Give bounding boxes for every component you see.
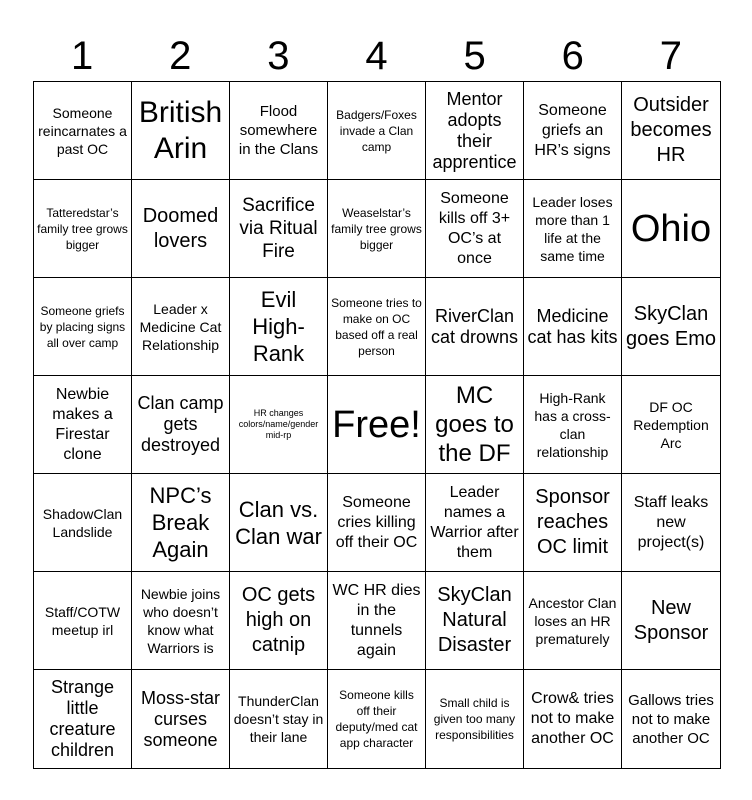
bingo-cell-text: Leader names a Warrior after them (430, 483, 519, 561)
bingo-cell[interactable] (132, 572, 230, 670)
bingo-cell-text: SkyClan Natural Disaster (437, 584, 512, 656)
bingo-cell-text: Crow& tries not to make another OC (530, 690, 615, 747)
bingo-cell[interactable] (524, 278, 622, 376)
bingo-cell-text: Outsider becomes HR (630, 94, 712, 166)
bingo-cell[interactable] (230, 82, 328, 180)
bingo-cell-text: Mentor adopts their apprentice (432, 88, 517, 172)
bingo-cell[interactable] (132, 670, 230, 768)
bingo-cell-text: Someone griefs an HR’s signs (534, 101, 611, 159)
bingo-cell[interactable] (622, 180, 720, 278)
bingo-cell[interactable] (132, 82, 230, 180)
bingo-cell[interactable] (230, 474, 328, 572)
bingo-grid (33, 81, 721, 769)
bingo-cell[interactable] (132, 180, 230, 278)
bingo-cell-text: Newbie joins who doesn’t know what Warriors is (140, 585, 221, 656)
bingo-cell-text: Strange little creature children (49, 677, 116, 760)
bingo-cell-text: DF OC Redemption Arc (633, 398, 709, 451)
bingo-cell-text: Staff leaks new project(s) (633, 493, 709, 551)
bingo-cell-text: MC goes to the DF (435, 382, 514, 467)
bingo-cell[interactable] (230, 572, 328, 670)
bingo-cell[interactable] (524, 474, 622, 572)
bingo-cell-text: British Arin (138, 95, 223, 165)
bingo-cell[interactable] (426, 572, 524, 670)
bingo-cell-text: Clan camp gets destroyed (137, 393, 224, 455)
bingo-cell-text: HR changes colors/name/gender mid-rp (238, 408, 319, 440)
bingo-cell-text: ThunderClan doesn’t stay in their lane (233, 693, 324, 745)
bingo-cell-text: Flood somewhere in the Clans (238, 103, 319, 158)
bingo-cell[interactable] (34, 670, 132, 768)
column-number: 5 (463, 34, 486, 78)
bingo-cell[interactable] (328, 670, 426, 768)
bingo-cell-text: Staff/COTW meetup irl (44, 603, 121, 638)
bingo-cell[interactable] (230, 278, 328, 376)
bingo-cell-text: Leader loses more than 1 life at the same time (532, 193, 613, 264)
column-number: 2 (169, 34, 192, 78)
bingo-cell[interactable] (524, 82, 622, 180)
bingo-cell-text: SkyClan goes Emo (625, 302, 717, 350)
bingo-cell[interactable] (426, 670, 524, 768)
bingo-cell[interactable] (426, 278, 524, 376)
bingo-cell[interactable] (230, 180, 328, 278)
bingo-cell-text: Newbie makes a Firestar clone (52, 385, 113, 463)
bingo-cell-text: NPC’s Break Again (149, 483, 212, 562)
bingo-cell-text: ShadowClan Landslide (42, 505, 123, 540)
bingo-cell[interactable] (132, 376, 230, 474)
bingo-cell-text: Tatteredstar’s family tree grows bigger (37, 205, 128, 252)
bingo-cell-text: Moss-star curses someone (140, 687, 220, 750)
bingo-cell-text: Someone kills off their deputy/med cat app character (335, 688, 418, 750)
bingo-cell[interactable] (34, 376, 132, 474)
bingo-cell[interactable] (622, 376, 720, 474)
bingo-cell-text: OC gets high on catnip (241, 584, 316, 656)
bingo-cell-text: Someone reincarnates a past OC (38, 104, 127, 157)
column-number: 1 (70, 34, 94, 78)
bingo-cell-text: Doomed lovers (142, 204, 219, 252)
bingo-cell[interactable] (328, 180, 426, 278)
bingo-cell[interactable] (230, 670, 328, 768)
bingo-cell-text: New Sponsor (633, 596, 709, 644)
bingo-cell[interactable] (426, 376, 524, 474)
bingo-cell[interactable] (524, 572, 622, 670)
bingo-cell-text: Someone tries to make on OC based off a real person (331, 295, 422, 358)
bingo-cell-text: Sacrifice via Ritual Fire (239, 195, 318, 262)
bingo-cell-text: Badgers/Foxes invade a Clan camp (336, 107, 417, 154)
bingo-cell[interactable] (622, 82, 720, 180)
bingo-cell[interactable] (426, 180, 524, 278)
bingo-cell[interactable] (34, 180, 132, 278)
bingo-cell-text: Ancestor Clan loses an HR prematurely (528, 594, 617, 647)
bingo-cell[interactable] (328, 82, 426, 180)
bingo-cell[interactable] (426, 82, 524, 180)
bingo-cell[interactable] (132, 278, 230, 376)
column-number: 4 (365, 34, 388, 78)
bingo-cell-text: Clan vs. Clan war (235, 496, 322, 549)
bingo-cell-text: RiverClan cat drowns (430, 305, 519, 347)
bingo-cell[interactable] (524, 180, 622, 278)
bingo-cell[interactable] (622, 670, 720, 768)
bingo-cell-text: Someone griefs by placing signs all over camp (39, 303, 126, 350)
bingo-cell[interactable] (524, 376, 622, 474)
bingo-cell-text: Small child is given too many responsibilities (433, 696, 516, 742)
column-number-header (33, 30, 720, 82)
bingo-cell-text: Leader x Medicine Cat Relationship (139, 300, 222, 353)
bingo-cell-text: Medicine cat has kits (527, 305, 618, 347)
bingo-cell[interactable] (328, 572, 426, 670)
bingo-cell[interactable] (34, 278, 132, 376)
bingo-cell[interactable] (34, 572, 132, 670)
bingo-cell[interactable] (328, 278, 426, 376)
column-number: 7 (659, 34, 682, 78)
bingo-cell[interactable] (328, 376, 426, 474)
bingo-cell[interactable] (622, 278, 720, 376)
bingo-cell-text: Ohio (630, 207, 712, 250)
column-number: 3 (267, 34, 290, 78)
bingo-cell[interactable] (34, 474, 132, 572)
bingo-cell[interactable] (426, 474, 524, 572)
bingo-cell-text: Weaselstar’s family tree grows bigger (331, 205, 422, 252)
bingo-cell-text: Sponsor reaches OC limit (535, 486, 610, 558)
bingo-cell[interactable] (328, 474, 426, 572)
bingo-cell[interactable] (132, 474, 230, 572)
bingo-cell-text: WC HR dies in the tunnels again (332, 581, 421, 659)
bingo-cell-text: Gallows tries not to make another OC (628, 691, 714, 747)
column-number: 6 (561, 34, 584, 78)
bingo-cell-text: Someone kills off 3+ OC’s at once (438, 189, 511, 267)
bingo-cell-text: High-Rank has a cross-clan relationship (534, 389, 611, 460)
bingo-cell-text: Evil High-Rank (252, 287, 305, 366)
bingo-cell[interactable] (622, 474, 720, 572)
bingo-cell[interactable] (230, 376, 328, 474)
free-space-text: Free! (332, 403, 421, 446)
bingo-cell[interactable] (524, 670, 622, 768)
bingo-cell[interactable] (34, 82, 132, 180)
bingo-cell-text: Someone cries killing off their OC (335, 493, 418, 551)
bingo-cell[interactable] (622, 572, 720, 670)
